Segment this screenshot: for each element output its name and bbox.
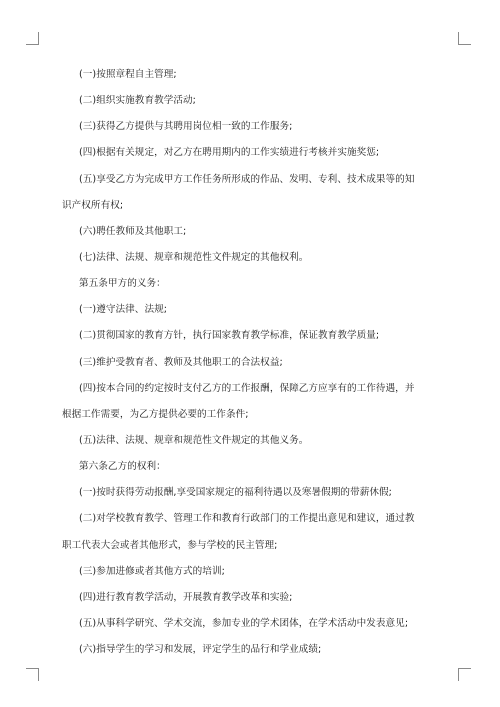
crop-mark-top-right — [458, 32, 471, 45]
text-line: (六)聘任教师及其他职工; — [79, 225, 187, 237]
text-line: (一)按时获得劳动报酬,享受国家规定的福利待遇以及寒暑假期的带薪休假; — [79, 487, 392, 499]
text-line: (五)享受乙方为完成甲方工作任务所形成的作品、发明、专利、技术成果等的知 — [79, 173, 415, 185]
document-body — [62, 69, 444, 670]
crop-mark-bottom-left — [26, 668, 39, 681]
text-line: (三)获得乙方提供与其聘用岗位相一致的工作服务; — [79, 121, 293, 133]
section-heading: 第五条甲方的义务： — [79, 278, 166, 290]
text-line: (五)从事科学研究、学术交流，参加专业的学术团体，在学术活动中发表意见; — [79, 617, 409, 629]
section-heading: 第六条乙方的权利： — [79, 461, 166, 473]
text-line: (二)对学校教育教学、管理工作和教育行政部门的工作提出意见和建议，通过教 — [79, 513, 415, 525]
text-line: 识产权所有权; — [62, 199, 124, 211]
text-line: (二)贯彻国家的教育方针，执行国家教育教学标准，保证教育教学质量; — [79, 330, 380, 342]
text-line: (四)按本合同的约定按时支付乙方的工作报酬，保障乙方应享有的工作待遇，并 — [79, 382, 415, 394]
crop-mark-top-left — [26, 32, 39, 45]
text-line: 根据工作需要，为乙方提供必要的工作条件; — [62, 408, 249, 420]
text-line: (五)法律、法规、规章和规范性文件规定的其他义务。 — [79, 434, 309, 446]
text-line: (三)维护受教育者、教师及其他职工的合法权益; — [79, 356, 283, 368]
text-line: (一)按照章程自主管理; — [79, 69, 177, 80]
crop-mark-bottom-right — [458, 668, 471, 681]
text-line: 职工代表大会或者其他形式，参与学校的民主管理; — [62, 539, 278, 551]
text-line: (一)遵守法律、法规; — [79, 304, 168, 316]
text-line: (四)根据有关规定，对乙方在聘用期内的工作实绩进行考核并实施奖惩; — [79, 147, 380, 159]
text-line: (二)组织实施教育教学活动; — [79, 95, 196, 107]
text-line: (三)参加进修或者其他方式的培训; — [79, 565, 225, 577]
text-line: (六)指导学生的学习和发展，评定学生的品行和学业成绩; — [79, 644, 322, 656]
text-line: (四)进行教育教学活动，开展教育教学改革和实验; — [79, 591, 293, 603]
text-line: (七)法律、法规、规章和规范性文件规定的其他权利。 — [79, 251, 309, 263]
